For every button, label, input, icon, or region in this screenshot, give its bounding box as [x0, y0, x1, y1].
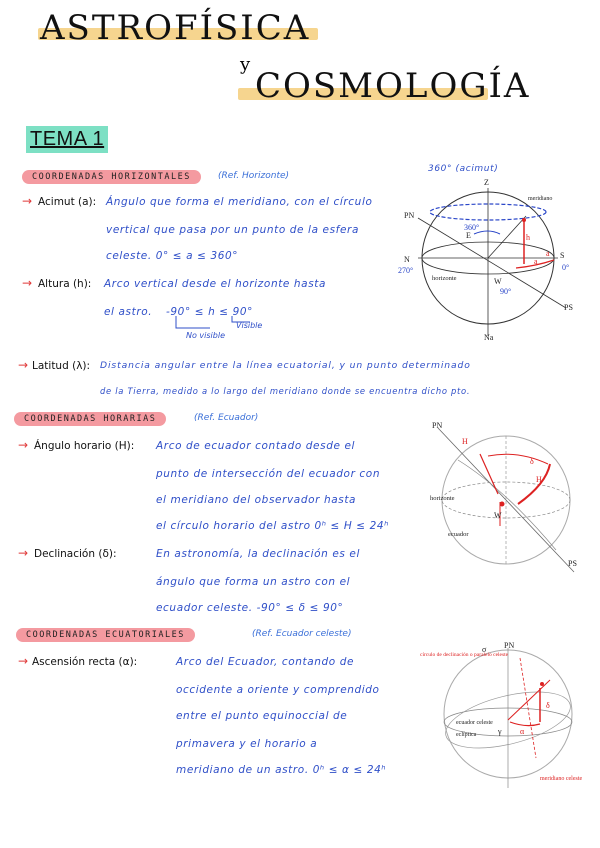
diagram1-label: 0°: [562, 263, 570, 272]
acimut-line-2: vertical que pasa por un punto de la esfera: [106, 224, 359, 236]
diagram1-label: a: [546, 249, 550, 258]
altura-line-2: el astro.: [104, 306, 153, 318]
diagram1-label: horizonte: [432, 275, 457, 282]
ascension-line-5: meridiano de un astro. 0ʰ ≤ α ≤ 24ʰ: [176, 764, 387, 776]
title-line-2: COSMOLOGÍA: [255, 66, 531, 106]
angulo-line-3: el meridiano del observador hasta: [156, 494, 357, 506]
section-pill-horizontales: COORDENADAS HORIZONTALES: [22, 170, 201, 184]
diagram3-label: σ: [482, 645, 487, 654]
diagram2-label: PN: [432, 421, 443, 430]
diagram1-label: N: [404, 255, 410, 264]
term-acimut: Acimut (a):: [38, 196, 97, 208]
diagram2-label: H: [536, 475, 542, 484]
diagram1-label: h: [526, 233, 530, 242]
acimut-line-1: Ángulo que forma el meridiano, con el círculo: [106, 196, 373, 208]
ref-horizonte: (Ref. Horizonte): [218, 171, 290, 181]
diagram-horizontal-coordinates: [396, 176, 586, 346]
term-declinacion: Declinación (δ):: [34, 548, 117, 560]
tema-heading: TEMA 1: [26, 126, 108, 153]
bullet-arrow-icon: →: [18, 546, 29, 560]
diagram3-label: γ: [498, 727, 502, 736]
diagram1-label: Na: [484, 333, 494, 342]
term-angulo-horario: Ángulo horario (H):: [34, 440, 135, 452]
term-latitud: Latitud (λ):: [32, 360, 91, 372]
bullet-arrow-icon: →: [22, 194, 33, 208]
term-altura: Altura (h):: [38, 278, 92, 290]
angulo-line-2: punto de intersección del ecuador con: [156, 468, 381, 480]
diagram3-label: ecuador celeste: [456, 720, 493, 726]
diagram-hour-angle-coordinates: [418, 420, 588, 580]
acimut-line-3: celeste. 0° ≤ a ≤ 360°: [106, 250, 239, 262]
diagram1-label: meridiano: [528, 196, 553, 202]
diagram1-label: PN: [404, 211, 415, 220]
altura-line-1: Arco vertical desde el horizonte hasta: [104, 278, 327, 290]
bullet-arrow-icon: →: [18, 654, 29, 668]
diagram3-label: eclíptica: [456, 732, 477, 738]
diagram3-label: δ: [546, 701, 550, 710]
angulo-line-4: el círculo horario del astro 0ʰ ≤ H ≤ 24ʰ: [156, 520, 389, 532]
term-ascension-recta: Ascensión recta (α):: [32, 656, 138, 668]
ascension-line-1: Arco del Ecuador, contando de: [176, 656, 355, 668]
diagram1-note: 360° (acimut): [428, 164, 499, 174]
title-and: y: [240, 54, 251, 75]
ref-ecuador: (Ref. Ecuador): [194, 413, 259, 423]
ascension-line-3: entre el punto equinoccial de: [176, 710, 348, 722]
diagram1-label: 90°: [500, 287, 512, 296]
diagram2-label: PS: [568, 559, 577, 568]
diagram3-label: PN: [504, 641, 515, 650]
diagram1-label: 360°: [464, 223, 480, 232]
diagram2-label: horizonte: [430, 495, 455, 502]
angulo-line-1: Arco de ecuador contado desde el: [156, 440, 356, 452]
ascension-line-4: primavera y el horario a: [176, 738, 318, 750]
diagram1-label: S: [560, 251, 565, 260]
section-pill-horarias: COORDENADAS HORARIAS: [14, 412, 166, 426]
ref-ecuador-celeste: (Ref. Ecuador celeste): [252, 629, 352, 639]
bullet-arrow-icon: →: [18, 438, 29, 452]
diagram1-label: E: [466, 231, 471, 240]
note-visible: Visible: [236, 321, 263, 330]
diagram2-label: H: [462, 437, 468, 446]
bullet-arrow-icon: →: [18, 358, 29, 372]
declinacion-line-3: ecuador celeste. -90° ≤ δ ≤ 90°: [156, 602, 344, 614]
diagram1-label: 270°: [398, 266, 414, 275]
declinacion-line-1: En astronomía, la declinación es el: [156, 548, 360, 560]
altura-range: -90° ≤ h ≤ 90°: [166, 306, 254, 318]
title-line-1: ASTROFÍSICA: [40, 8, 311, 48]
latitud-line-1: Distancia angular entre la línea ecuatorial, y un punto determinado: [100, 360, 471, 371]
declinacion-line-2: ángulo que forma un astro con el: [156, 576, 351, 588]
diagram2-label: W: [494, 511, 502, 520]
diagram-equatorial-coordinates: [416, 638, 592, 788]
diagram3-label: α: [520, 727, 525, 736]
section-pill-ecuatoriales: COORDENADAS ECUATORIALES: [16, 628, 195, 642]
diagram3-label: círculo de declinación o paralelo celeste: [420, 652, 509, 658]
diagram1-label: Z: [484, 178, 489, 187]
ascension-line-2: occidente a oriente y comprendido: [176, 684, 380, 696]
diagram3-label: meridiano celeste: [540, 776, 583, 782]
note-no-visible: No visible: [186, 331, 225, 340]
diagram2-label: δ: [530, 457, 534, 466]
latitud-line-2: de la Tierra, medido a lo largo del meridiano donde se encuentra dicho pto.: [100, 386, 471, 396]
diagram1-label: a: [534, 257, 538, 266]
diagram1-label: PS: [564, 303, 573, 312]
diagram2-label: ecuador: [448, 531, 469, 538]
diagram1-label: W: [494, 277, 502, 286]
bullet-arrow-icon: →: [22, 276, 33, 290]
